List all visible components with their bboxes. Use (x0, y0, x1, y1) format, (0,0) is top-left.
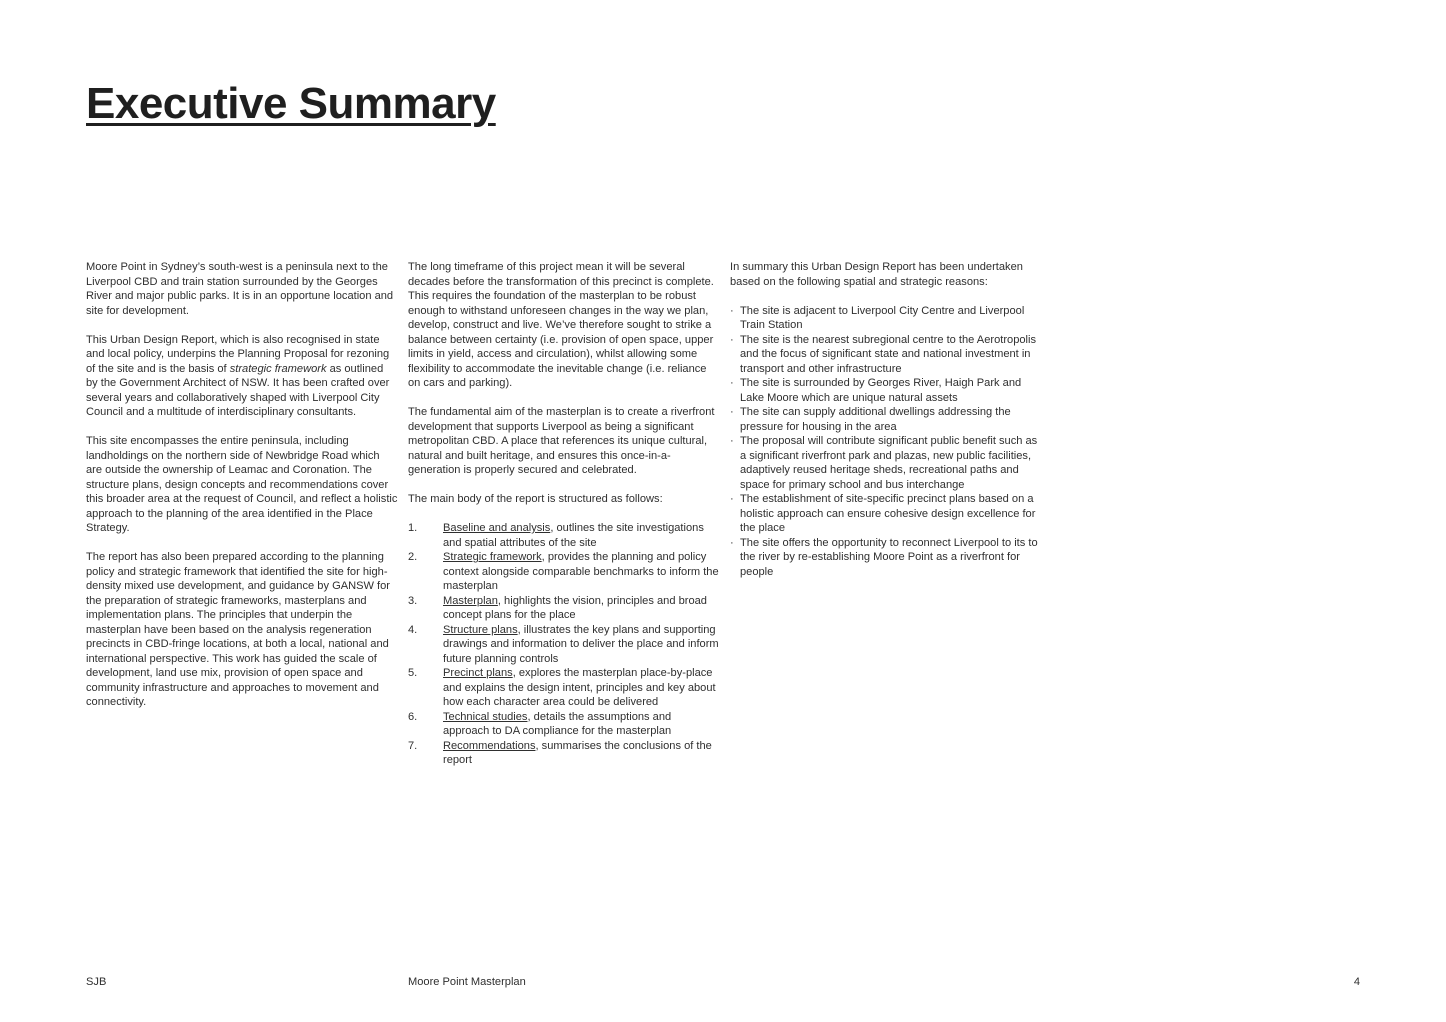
list-item-text: , highlights the vision, principles and broad concept plans for the place (443, 594, 707, 621)
list-number: 1. (408, 522, 418, 534)
bullet-icon: · (730, 435, 734, 447)
paragraph: The long timeframe of this project mean it will be several decades before the transformation of this precinct is complete. This requires the foundation of the masterplan to be robust enough to withstand unforeseen changes in the way we plan, develop, construct and live. We’ve therefore sought to strike a balance between certainty (i.e. provision of open space, upper limits in yield, access and circulation), whilst allowing some flexibility to accommodate the inevitable change (i.e. reliance on cars and parking). (408, 261, 714, 389)
paragraph: Moore Point in Sydney’s south-west is a peninsula next to the Liverpool CBD and train station surrounded by the Georges River and major public parks. It is in an opportune location and site for development. (86, 261, 394, 317)
list-item-text: , summarises the conclusions of the report (443, 739, 712, 766)
list-item (408, 623, 720, 667)
section-link-technical-studies[interactable]: Technical studies (443, 710, 528, 723)
list-item (730, 536, 1044, 580)
section-link-precinct-plans[interactable]: Precinct plans (443, 667, 513, 679)
list-item-text: The proposal will contribute significant public benefit such as a significant riverfront park and plazas, new public facilities, adaptively reused heritage sheds, recreational paths and space for primary school and bus interchange (740, 435, 1038, 491)
column-intro (86, 260, 398, 724)
list-item (730, 376, 1044, 405)
list-item (408, 710, 720, 739)
list-number: 5. (408, 667, 418, 679)
list-number: 2. (408, 551, 418, 563)
list-number: 7. (408, 739, 418, 752)
section-link-baseline[interactable]: Baseline and analysis (443, 522, 551, 534)
reasons-list (730, 304, 1044, 580)
bullet-icon: · (730, 406, 734, 418)
paragraph: The fundamental aim of the masterplan is to create a riverfront development that supports Liverpool as being a significant metropolitan CBD. A place that references its unique cultural, natural and built heritage, and ensures this once-in-a-generation is properly secured and celebrated. (408, 406, 715, 476)
paragraph: The report has also been prepared according to the planning policy and strategic framework that identified the site for high-density mixed use development, and guidance by GANSW for the preparation of strategic frameworks, masterplans and implementation plans. The principles that underpin the masterplan have been based on the analysis regeneration precincts in CBD-fringe locations, at both a local, national and international perspective. This work has guided the scale of development, land use mix, provision of open space and community infrastructure and approaches to movement and connectivity. (86, 551, 391, 708)
paragraph-text: as outlined by the Government Architect of NSW. It has been crafted over several years and collaboratively shaped with Liverpool City Council and a multitude of interdisciplinary consultants. (86, 362, 390, 418)
list-item (730, 405, 1044, 434)
section-link-strategic-framework[interactable]: Strategic framework (443, 551, 542, 563)
column-structure (408, 260, 720, 768)
footer-company: SJB (86, 976, 107, 988)
list-item-text: , provides the planning and policy context alongside comparable benchmarks to inform the masterplan (443, 551, 719, 592)
section-link-masterplan[interactable]: Masterplan (443, 594, 498, 607)
paragraph-text: This Urban Design Report, which is also recognised in state and local policy, underpins the Planning Proposal for rezoning of the site and is the basis of (86, 333, 390, 375)
list-item (730, 434, 1044, 492)
paragraph: The main body of the report is structured as follows: (408, 493, 663, 505)
list-item (730, 333, 1044, 377)
list-item-text: , outlines the site investigations and spatial attributes of the site (443, 522, 704, 549)
paragraph: This site encompasses the entire peninsula, including landholdings on the northern side of Newbridge Road which are outside the ownership of Leamac and Coronation. The structure plans, design concepts and recommendations cover this broader area at the request of Council, and reflect a holistic approach to the planning of the area identified in the Place Strategy. (86, 435, 398, 534)
list-item (730, 492, 1044, 536)
list-number: 3. (408, 594, 418, 607)
list-item-text: The site is the nearest subregional centre to the Aerotropolis and the focus of significant state and national investment in transport and other infrastructure (740, 333, 1037, 375)
list-item-text: The establishment of site-specific precinct plans based on a holistic approach can ensure cohesive design excellence for the place (740, 493, 1036, 534)
list-item (730, 304, 1044, 333)
list-item-text: , illustrates the key plans and supporting drawings and information to deliver the place and inform future planning controls (443, 623, 719, 665)
list-number: 6. (408, 710, 418, 723)
list-item (408, 666, 720, 710)
page-number: 4 (1353, 976, 1360, 988)
bullet-icon: · (730, 333, 734, 346)
section-link-structure-plans[interactable]: Structure plans (443, 623, 518, 636)
column-reasons (730, 260, 1044, 579)
list-item-text: The site is surrounded by Georges River, Haigh Park and Lake Moore which are unique natural assets (740, 377, 1022, 404)
bullet-icon: · (730, 536, 734, 549)
bullet-icon: · (730, 493, 734, 505)
list-item-text: The site offers the opportunity to reconnect Liverpool to its to the river by re-establishing Moore Point as a riverfront for people (740, 536, 1038, 578)
paragraph (86, 333, 398, 420)
page-title: Executive Summary (86, 79, 496, 128)
report-sections-list (408, 521, 720, 768)
footer-document-title: Moore Point Masterplan (408, 976, 526, 988)
list-item-text: , details the assumptions and approach to DA compliance for the masterplan (443, 710, 672, 737)
paragraph: In summary this Urban Design Report has been undertaken based on the following spatial and strategic reasons: (730, 261, 1023, 288)
section-link-recommendations[interactable]: Recommendations (443, 739, 536, 752)
bullet-icon: · (730, 377, 734, 389)
list-item (408, 594, 720, 623)
list-item (408, 550, 720, 594)
list-item-text: , explores the masterplan place-by-place and explains the design intent, principles and key about how each character area could be delivered (443, 667, 716, 708)
bullet-icon: · (730, 304, 734, 317)
list-item (408, 739, 720, 768)
list-item (408, 521, 720, 550)
emphasis-text: strategic framework (229, 362, 327, 375)
list-number: 4. (408, 623, 418, 636)
list-item-text: The site is adjacent to Liverpool City Centre and Liverpool Train Station (740, 304, 1025, 331)
list-item-text: The site can supply additional dwellings addressing the pressure for housing in the area (740, 406, 1011, 433)
